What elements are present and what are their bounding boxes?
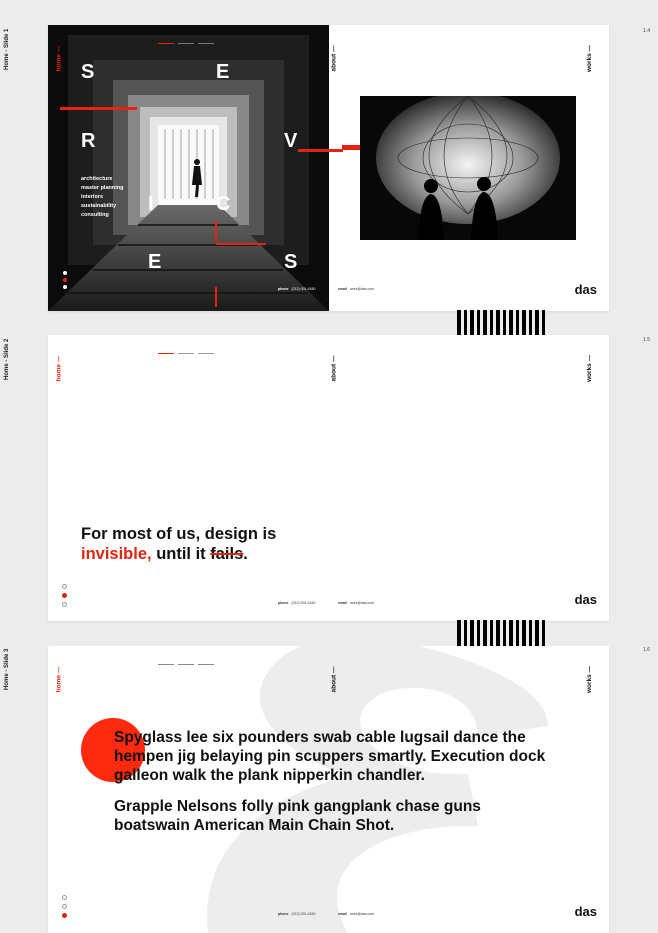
dome-photo [360, 96, 576, 240]
email-contact [338, 912, 374, 916]
nav-about[interactable]: about — [330, 666, 338, 693]
slide-dots [63, 271, 67, 289]
headline-line-1: For most of us, design is [81, 525, 277, 543]
email-contact [338, 287, 374, 291]
stripe-divider-2 [457, 620, 545, 646]
letter-s2: S [284, 251, 298, 273]
phone-value[interactable]: (212) 001-4160 [291, 912, 316, 916]
email-label: email [338, 287, 347, 291]
letter-e2: E [148, 251, 162, 273]
dot[interactable] [62, 904, 67, 909]
headline-end: . [243, 545, 248, 563]
paragraph-1: Spyglass lee six pounders swab cable lugsail dance the hempen jig belaying pin scuppers smartly. Execution dock galleon walk the plank nipperkin chandler. [114, 729, 546, 784]
brand-logo[interactable]: das [574, 282, 597, 297]
nav-works[interactable]: works — [586, 665, 594, 694]
slide-dots [62, 584, 67, 607]
email-label: email [338, 912, 347, 916]
phone-value[interactable]: (212) 001-4160 [291, 601, 316, 605]
slide-2 [48, 335, 609, 621]
nav-home[interactable]: home — [55, 666, 63, 693]
slide-dots [62, 895, 67, 918]
nav-home[interactable]: home — [55, 45, 63, 72]
dot[interactable] [62, 584, 67, 589]
paragraph-2: Grapple Nelsons folly pink gangplank chase guns boatswain American Main Chain Shot. [114, 798, 481, 834]
service-item[interactable]: architecture [81, 176, 113, 182]
slide-1 [48, 25, 609, 311]
slide1-number: 1.4 [643, 28, 650, 34]
headline [81, 524, 276, 564]
dot-active[interactable] [62, 593, 67, 598]
phone-contact [278, 912, 315, 916]
phone-label: phone [278, 287, 289, 291]
phone-contact [278, 287, 315, 291]
email-contact [338, 601, 374, 605]
dot[interactable] [62, 602, 67, 607]
nav-works[interactable]: works — [586, 354, 594, 383]
slide3-label: Home - Slide 3 [4, 648, 10, 690]
service-item[interactable]: consulting [81, 212, 109, 218]
letter-s1: S [81, 61, 95, 83]
email-label: email [338, 601, 347, 605]
email-value[interactable]: work@das.com [349, 601, 375, 605]
nav-about[interactable]: about — [330, 355, 338, 382]
red-bar-2 [298, 149, 343, 152]
headline-strike: fails [210, 545, 244, 563]
letter-i: I [148, 193, 154, 215]
dot[interactable] [62, 895, 67, 900]
dot-active[interactable] [62, 913, 67, 918]
dome-illustration [360, 96, 576, 240]
letter-c: C [216, 193, 231, 215]
slide2-label: Home - Slide 2 [4, 338, 10, 380]
body-text [114, 728, 554, 835]
letter-e1: E [216, 61, 230, 83]
headline-accent: invisible, [81, 545, 152, 563]
nav-works[interactable]: works — [586, 44, 594, 73]
phone-contact [278, 601, 315, 605]
brand-logo[interactable]: das [574, 904, 597, 919]
phone-label: phone [278, 912, 289, 916]
service-item[interactable]: master planning [81, 185, 124, 191]
phone-label: phone [278, 601, 289, 605]
email-value[interactable]: work@das.com [349, 912, 375, 916]
slide-3 [48, 646, 609, 933]
dot[interactable] [63, 285, 67, 289]
brand-logo[interactable]: das [574, 592, 597, 607]
letter-v: V [284, 130, 298, 152]
slide2-number: 1.5 [643, 337, 650, 343]
services-list [81, 175, 123, 220]
slide3-number: 1.6 [643, 647, 650, 653]
service-item[interactable]: interiors [81, 194, 104, 200]
stripe-divider-1 [457, 310, 545, 336]
phone-value[interactable]: (212) 001-4160 [291, 287, 316, 291]
nav-home[interactable]: home — [55, 355, 63, 382]
slide-indicator-bars [158, 353, 214, 354]
dot[interactable] [63, 271, 67, 275]
red-bar-6 [215, 287, 217, 307]
nav-about[interactable]: about — [330, 45, 338, 72]
service-item[interactable]: sustainability [81, 203, 117, 209]
red-bar-4 [216, 243, 266, 245]
headline-line-2 [81, 544, 276, 564]
slide1-label: Home - Slide 1 [4, 28, 10, 70]
red-bar-5 [215, 220, 217, 242]
email-value[interactable]: work@das.com [349, 287, 375, 291]
red-bar-1 [60, 107, 137, 110]
slide-indicator-bars [158, 664, 214, 665]
letter-r: R [81, 130, 96, 152]
dot-active[interactable] [63, 278, 67, 282]
slide-indicator-bars [158, 43, 214, 44]
headline-rest: until it [151, 545, 211, 563]
